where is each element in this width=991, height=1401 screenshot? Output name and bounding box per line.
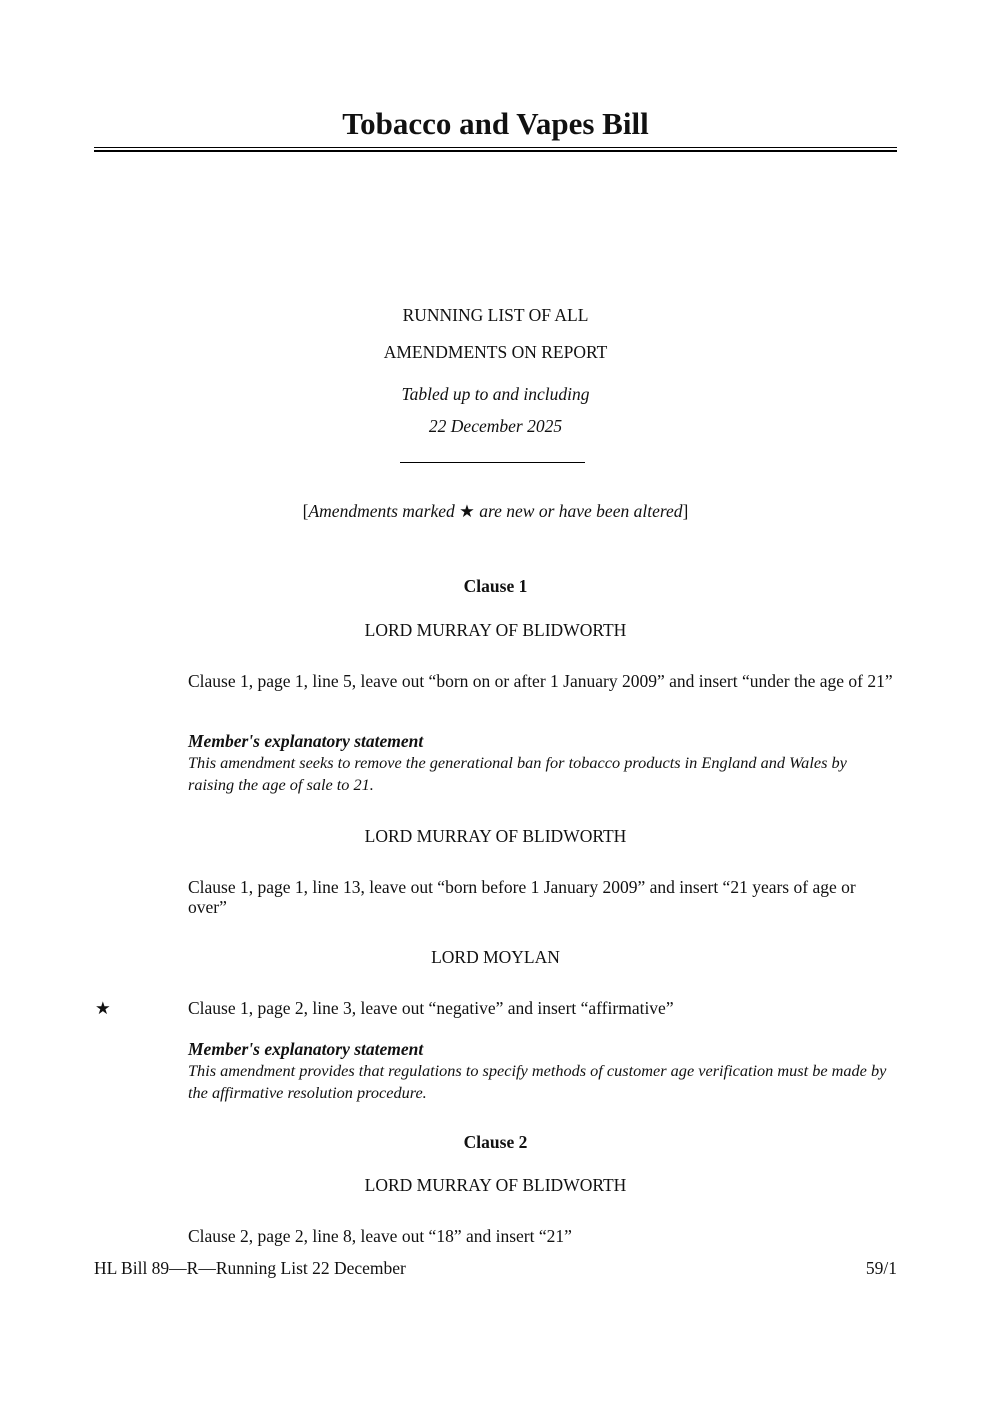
member-name: LORD MURRAY OF BLIDWORTH [364, 826, 627, 846]
explanatory-statement-label: Member's explanatory statement [188, 731, 424, 751]
member-name: LORD MURRAY OF BLIDWORTH [364, 1175, 627, 1195]
amendment-text: Clause 1, page 1, line 13, leave out “born before 1 January 2009” and insert “21 years of age or over” [188, 877, 856, 917]
explanatory-statement: This amendment provides that regulations to specify methods of customer age verification must be made by the affirmative resolution procedure. [188, 1061, 887, 1102]
divider [400, 462, 585, 463]
bracket-close: ] [682, 501, 689, 521]
bill-title: Tobacco and Vapes Bill [342, 106, 649, 141]
title-rule-thick [94, 150, 897, 152]
explanatory-statement: This amendment seeks to remove the generational ban for tobacco products in England and Wales by raising the age of sale to 21. [188, 753, 847, 794]
heading-line-1: RUNNING LIST OF ALL [402, 305, 589, 325]
member-name: LORD MOYLAN [431, 947, 560, 967]
explanatory-statement-label: Member's explanatory statement [188, 1039, 424, 1059]
note-text-before: Amendments marked [308, 501, 460, 521]
footer-bill-reference: HL Bill 89—R—Running List 22 December [94, 1258, 406, 1278]
member-name: LORD MURRAY OF BLIDWORTH [364, 620, 627, 640]
clause-1-heading: Clause 1 [463, 576, 528, 596]
amendments-note [0, 501, 991, 522]
amendment-text: Clause 1, page 1, line 5, leave out “born on or after 1 January 2009” and insert “under the age of 21” [188, 671, 893, 691]
footer-page-number: 59/1 [865, 1258, 897, 1278]
tabled-line-1: Tabled up to and including [401, 384, 590, 404]
clause-2-heading: Clause 2 [463, 1132, 528, 1152]
star-icon: ★ [459, 501, 475, 521]
amendment-text: Clause 1, page 2, line 3, leave out “negative” and insert “affirmative” [188, 998, 674, 1018]
bracket-open: [ [302, 501, 309, 521]
amendment-text: Clause 2, page 2, line 8, leave out “18” and insert “21” [188, 1226, 572, 1246]
tabled-line-2: 22 December 2025 [428, 416, 563, 436]
note-text-after: are new or have been altered [474, 501, 683, 521]
title-rule-thin [94, 147, 897, 148]
heading-line-2: AMENDMENTS ON REPORT [383, 342, 608, 362]
star-icon: ★ [95, 998, 111, 1018]
